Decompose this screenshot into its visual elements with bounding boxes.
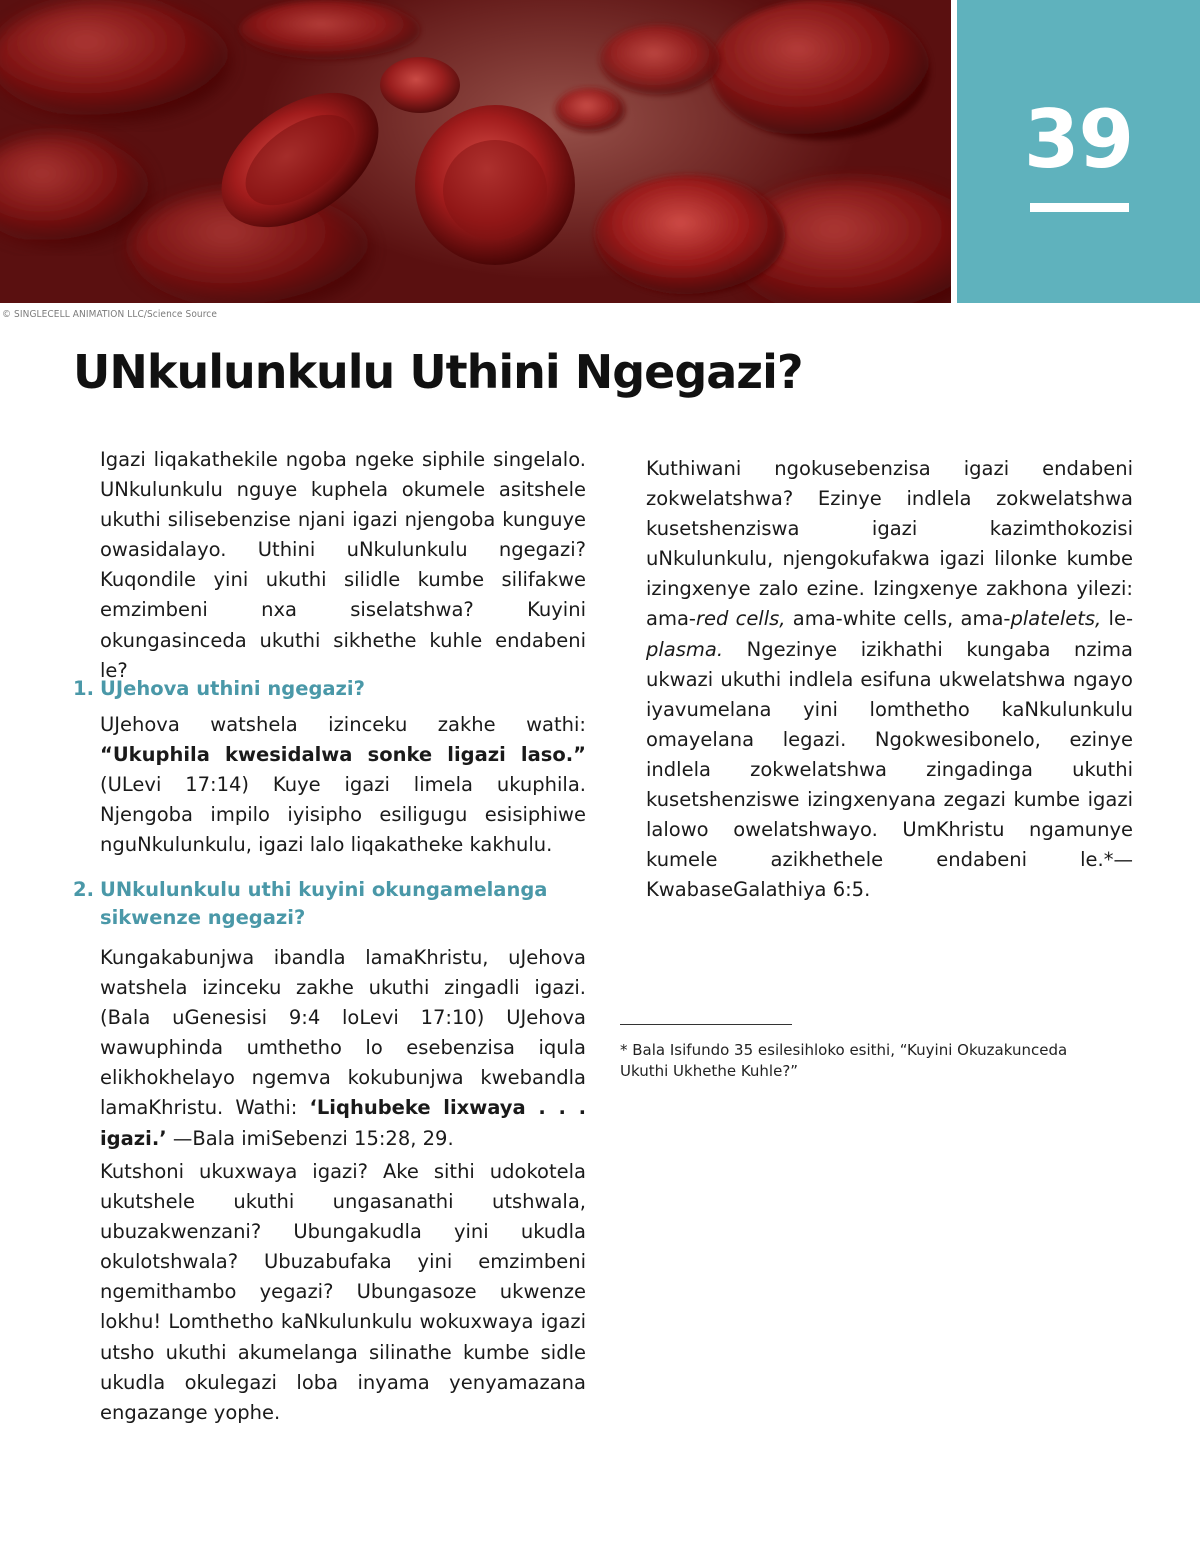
question-1-heading [73, 675, 588, 703]
section-2-p2-wrap-left [100, 1157, 586, 1437]
section-1-text-a: UJehova watshela izinceku zakhe wathi: [100, 713, 586, 736]
question-2-heading [73, 876, 588, 932]
right-column [646, 445, 1133, 914]
footnote: * Bala Isifundo 35 esilesihloko esithi, “Kuyini Okuzakunceda Ukuthi Ukhethe Kuhle?” [620, 1041, 1068, 1080]
question-1-text: UJehova uthini ngegazi? [100, 677, 365, 700]
term-plasma: plasma. [646, 637, 724, 661]
section-2-paragraph-3 [646, 454, 1133, 905]
blood-cells-illustration [0, 0, 951, 303]
term-platelets: platelets, [1010, 607, 1102, 631]
section-2-p3-text-a: Kuthiwani ngokusebenzisa igazi endabeni zokwelatshwa? Ezinye indlela zokwelatshwa kusetshenziswa igazi kazimthokozisi uNkulunkulu, njengokufakwa igazi lilonke kumbe izingxenye zalo ezine. Izingxenye zakhona yilezi: ama- [646, 457, 1133, 631]
page-title: UNkulunkulu Uthini Ngegazi? [73, 345, 803, 399]
lesson-number: 39 [1023, 93, 1134, 186]
section-2-paragraph-1 [100, 943, 586, 1154]
lesson-number-underline [1030, 203, 1129, 212]
section-2-body [100, 943, 586, 1163]
section-1-body [100, 710, 586, 869]
lesson-number-panel [957, 0, 1200, 303]
section-2-text-a: Kungakabunjwa ibandla lamaKhristu, uJehova watshela izinceku zakhe ukuthi zingadli igazi. (Bala uGenesisi 9:4 loLevi 17:10) UJehova wawuphinda umthetho lo esebenzisa iqula elikhokhelayo ngemva kokubunjwa kwebandla lamaKhristu. Wathi: [100, 946, 586, 1120]
term-red-cells: red cells, [695, 607, 786, 631]
section-2-text-b: —Bala imiSebenzi 15:28, 29. [166, 1126, 454, 1150]
intro-paragraph: Igazi liqakathekile ngoba ngeke siphile singelalo. UNkulunkulu nguye kuphela okumele asitshele ukuthi silisebenzise njani igazi njengoba kunguye owasidalayo. Uthini uNkulunkulu ngegazi? Kuqondile yini ukuthi silidle kumbe silifakwe emzimbeni nxa siselatshwa? Kuyini okungasinceda ukuthi sikhethe kuhle endabeni le? [100, 448, 586, 682]
footnote-divider [620, 1024, 792, 1025]
left-column [100, 445, 586, 695]
section-2-scripture-quote: ‘Liqhubeke lixwaya . . . igazi.’ [100, 1096, 586, 1150]
section-1-scripture-quote: “Ukuphila kwesidalwa sonke ligazi laso.” [100, 743, 586, 767]
question-2-text-line1: UNkulunkulu uthi kuyini okungamelanga [100, 878, 548, 901]
section-2-p3-text-c: le- [1101, 607, 1133, 631]
section-1-paragraph [100, 710, 586, 860]
question-1-number: 1. [73, 677, 94, 700]
image-credit: © SINGLECELL ANIMATION LLC/Science Source [2, 309, 217, 320]
section-2-paragraph-2: Kutshoni ukuxwaya igazi? Ake sithi udokotela ukutshele ukuthi ungasanathi utshwala, ubuzakwenzani? Ubungakudla yini ukudla okulotshwala? Ubuzabufaka yini emzimbeni ngemithambo yegazi? Ubungasoze ukwenze lokhu! Lomthetho kaNkulunkulu wokuxwaya igazi utsho ukuthi akumelanga silinathe kumbe sidle ukudla okulegazi loba inyama yenyamazana engazange yophe. [100, 1160, 586, 1424]
section-2-p3-text-d: Ngezinye izikhathi kungaba nzima ukwazi ukuthi indlela esifuna ukwelatshwa ngayo iyavumelana yini lomthetho kaNkulunkulu omayelana legazi. Ngokwesibonelo, ezinye indlela zokwelatshwa zingadinga ukuthi kusetshenziswe izingxenyana zegazi kumbe igazi lalowo owelatshwayo. UmKhristu ngamunye kumele azikhethele endabeni le.*—KwabaseGalathiya 6:5. [646, 637, 1133, 902]
header-blood-cells-image [0, 0, 951, 303]
section-2-p3-text-b: ama-white cells, ama- [785, 607, 1011, 631]
question-2-number: 2. [73, 878, 94, 901]
question-2-text-line2: sikwenze ngegazi? [100, 906, 306, 929]
section-1-text-b: (ULevi 17:14) Kuye igazi limela ukuphila. Njengoba impilo iyisipho esiligugu esisiphiwe nguNkulunkulu, igazi lalo liqakatheke kakhulu. [100, 773, 586, 857]
